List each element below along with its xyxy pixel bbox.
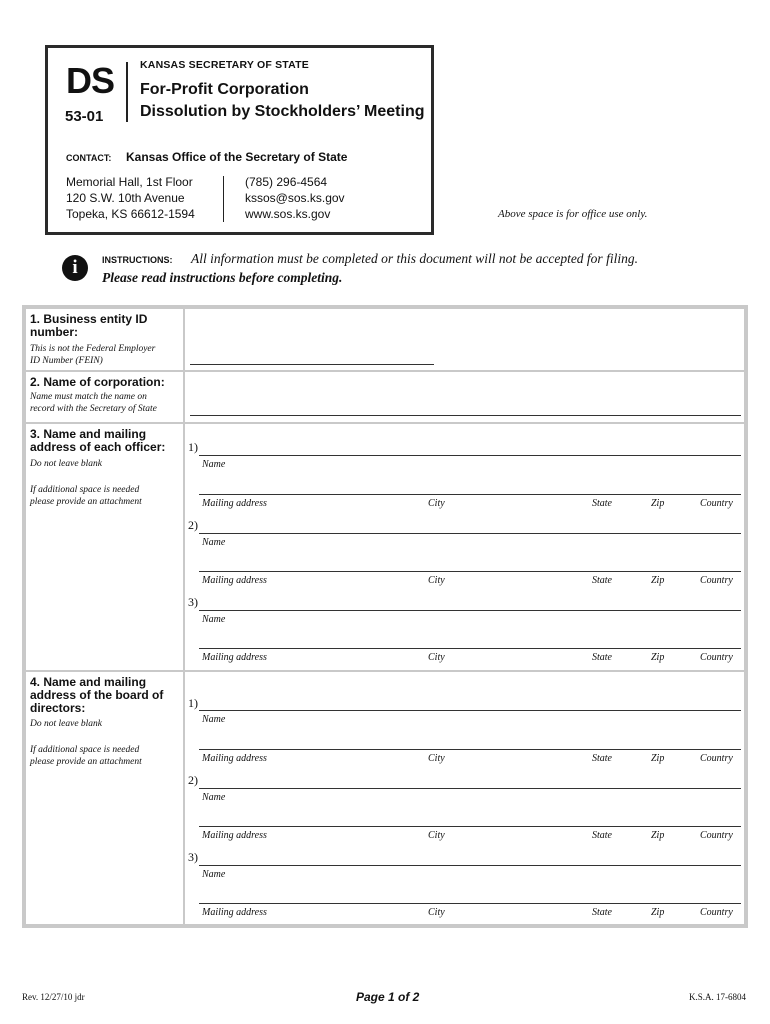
- note-line: If additional space is needed: [30, 485, 140, 495]
- city-label: City: [428, 753, 445, 764]
- title-line: 1. Business entity ID: [30, 312, 148, 326]
- state-label: State: [592, 652, 612, 663]
- section1-title: [30, 313, 147, 339]
- city-label: City: [428, 575, 445, 586]
- zip-label: Zip: [651, 498, 665, 509]
- name-label: Name: [202, 869, 226, 880]
- instructions-label: INSTRUCTIONS:: [102, 255, 173, 265]
- entry-number: 3): [188, 850, 198, 864]
- title-line: number:: [30, 325, 78, 339]
- address-line: Topeka, KS 66612-1594: [66, 207, 195, 221]
- instructions-emphasis: Please read instructions before completing.: [102, 270, 343, 285]
- name-label: Name: [202, 537, 226, 548]
- contact-name: Kansas Office of the Secretary of State: [126, 150, 348, 164]
- note-line: please provide an attachment: [30, 497, 142, 507]
- section3-attachment-note: [30, 484, 142, 508]
- state-label: State: [592, 830, 612, 841]
- city-label: City: [428, 498, 445, 509]
- zip-label: Zip: [651, 652, 665, 663]
- section3-note: Do not leave blank: [30, 459, 103, 469]
- note-line: This is not the Federal Employer: [30, 344, 156, 354]
- email-link[interactable]: kssos@sos.ks.gov: [245, 191, 345, 205]
- country-label: Country: [700, 753, 733, 764]
- director1-name-field[interactable]: [199, 710, 741, 711]
- country-label: Country: [700, 830, 733, 841]
- section4-title: [30, 676, 163, 715]
- section4-attachment-note: [30, 744, 142, 768]
- title-line: 3. Name and mailing: [30, 427, 147, 441]
- directors-field-group: [185, 672, 744, 924]
- state-label: State: [592, 575, 612, 586]
- officers-field-group: [185, 424, 744, 670]
- officer2-address-field[interactable]: [199, 571, 741, 572]
- statute-reference: K.S.A. 17-6804: [689, 992, 747, 1002]
- note-line: please provide an attachment: [30, 757, 142, 767]
- note-line: If additional space is needed: [30, 745, 140, 755]
- agency-name: KANSAS SECRETARY OF STATE: [140, 59, 309, 71]
- address-line: 120 S.W. 10th Avenue: [66, 191, 185, 205]
- section2-label-cell: [26, 372, 183, 422]
- note-line: ID Number (FEIN): [30, 356, 103, 366]
- name-label: Name: [202, 459, 226, 470]
- form-number: 53-01: [65, 108, 104, 125]
- section4-label-cell: [26, 672, 183, 924]
- zip-label: Zip: [651, 753, 665, 764]
- corporation-name-line: [190, 415, 741, 416]
- title-line: directors:: [30, 701, 86, 715]
- phone-number: (785) 296-4564: [245, 175, 328, 189]
- title-line: address of each officer:: [30, 440, 166, 454]
- director1-address-field[interactable]: [199, 749, 741, 750]
- office-address: [66, 174, 195, 222]
- title-line: 4. Name and mailing: [30, 675, 147, 689]
- officer1-name-field[interactable]: [199, 455, 741, 456]
- officer1-address-field[interactable]: [199, 494, 741, 495]
- entity-id-field[interactable]: [185, 309, 744, 370]
- name-label: Name: [202, 714, 226, 725]
- country-label: Country: [700, 907, 733, 918]
- zip-label: Zip: [651, 907, 665, 918]
- section3-title: [30, 428, 165, 454]
- entity-id-line: [190, 364, 434, 365]
- officer3-name-field[interactable]: [199, 610, 741, 611]
- entry-number: 3): [188, 595, 198, 609]
- section4-note: Do not leave blank: [30, 719, 103, 729]
- entry-number: 1): [188, 696, 198, 710]
- state-label: State: [592, 907, 612, 918]
- officer2-name-field[interactable]: [199, 533, 741, 534]
- entry-number: 2): [188, 518, 198, 532]
- mailing-address-label: Mailing address: [202, 907, 267, 918]
- form-grid: [22, 305, 748, 928]
- mailing-address-label: Mailing address: [202, 498, 267, 509]
- header-box: [45, 45, 434, 235]
- section1-label-cell: [26, 309, 183, 370]
- mailing-address-label: Mailing address: [202, 753, 267, 764]
- form-title-line1: For-Profit Corporation: [140, 81, 309, 98]
- address-line: Memorial Hall, 1st Floor: [66, 175, 193, 189]
- director3-address-field[interactable]: [199, 903, 741, 904]
- section2-title: 2. Name of corporation:: [30, 375, 165, 389]
- zip-label: Zip: [651, 830, 665, 841]
- revision-note: Rev. 12/27/10 jdr: [22, 992, 85, 1002]
- section3-label-cell: [26, 424, 183, 670]
- state-label: State: [592, 753, 612, 764]
- corporation-name-field[interactable]: [185, 372, 744, 422]
- director2-name-field[interactable]: [199, 788, 741, 789]
- state-label: State: [592, 498, 612, 509]
- form-title-line2: Dissolution by Stockholders’ Meeting: [140, 103, 425, 120]
- note-line: record with the Secretary of State: [30, 404, 157, 414]
- mailing-address-label: Mailing address: [202, 575, 267, 586]
- mailing-address-label: Mailing address: [202, 652, 267, 663]
- officer3-address-field[interactable]: [199, 648, 741, 649]
- section2-note: [30, 391, 157, 415]
- title-line: address of the board of: [30, 688, 164, 702]
- form-code: DS: [66, 60, 115, 101]
- name-label: Name: [202, 614, 226, 625]
- city-label: City: [428, 652, 445, 663]
- mailing-address-label: Mailing address: [202, 830, 267, 841]
- name-label: Name: [202, 792, 226, 803]
- note-line: Name must match the name on: [30, 392, 147, 402]
- contact-divider: [223, 176, 224, 222]
- city-label: City: [428, 907, 445, 918]
- entry-number: 1): [188, 440, 198, 454]
- city-label: City: [428, 830, 445, 841]
- page-number: Page 1 of 2: [356, 990, 420, 1004]
- contact-label: CONTACT:: [66, 153, 112, 163]
- zip-label: Zip: [651, 575, 665, 586]
- country-label: Country: [700, 652, 733, 663]
- website-link[interactable]: www.sos.ks.gov: [245, 207, 331, 221]
- header-divider: [126, 62, 128, 122]
- country-label: Country: [700, 575, 733, 586]
- section1-note: [30, 343, 155, 367]
- contact-info: [245, 174, 345, 222]
- director2-address-field[interactable]: [199, 826, 741, 827]
- office-use-note: Above space is for office use only.: [498, 208, 648, 220]
- instructions-text: All information must be completed or this document will not be accepted for filing.: [191, 251, 638, 266]
- director3-name-field[interactable]: [199, 865, 741, 866]
- info-icon: i: [62, 255, 88, 281]
- country-label: Country: [700, 498, 733, 509]
- entry-number: 2): [188, 773, 198, 787]
